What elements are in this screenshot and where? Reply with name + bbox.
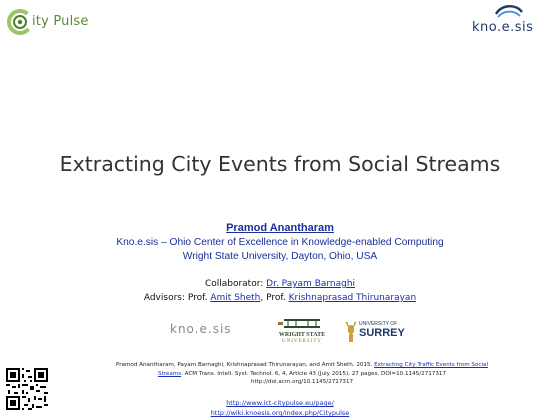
collaborator-label: Collaborator: <box>204 279 267 289</box>
knoesis-logo-text: kno.e.sis <box>472 20 534 35</box>
paper-link[interactable]: Extracting City Traffic Events from Social Streams <box>157 362 489 377</box>
advisors-separator: , Prof. <box>260 293 289 303</box>
knoesis-swirl-icon <box>494 4 524 20</box>
surrey-university-of-text: UNIVERSITY OF <box>359 321 398 327</box>
surrey-logo <box>343 318 413 346</box>
citypulse-page-link[interactable]: http://www.ict-citypulse.eu/page/ <box>226 399 334 407</box>
wright-state-text: WRIGHT STATE <box>278 332 326 338</box>
advisors-line <box>0 293 560 303</box>
wright-flyer-icon <box>276 316 328 332</box>
citypulse-logo-text: ity Pulse <box>32 14 89 29</box>
collaborator-line <box>0 279 560 289</box>
affiliation-line-1: Kno.e.sis – Ohio Center of Excellence in Knowledge-enabled Computing <box>116 237 444 248</box>
citation-text <box>112 361 492 387</box>
knoesis-bottom-logo: kno.e.sis <box>170 322 232 336</box>
wright-state-university-text: UNIVERSITY <box>282 339 322 344</box>
citation-suffix: . ACM Trans. Intell. Syst. Technol. 6, 4, Article 43 (July 2015), 27 pages. DOI=10.1145/2717317 <box>181 370 447 377</box>
surrey-stag-icon <box>343 320 359 344</box>
wiki-url-line <box>0 409 560 417</box>
citypulse-logo <box>4 6 94 40</box>
slide-title: Extracting City Events from Social Streams <box>59 152 501 176</box>
citypulse-url-line <box>0 399 560 407</box>
author-name[interactable]: Pramod Anantharam <box>226 222 334 234</box>
wright-state-logo <box>276 316 328 348</box>
wiki-page-link[interactable]: http://wiki.knoesis.org/index.php/Citypulse <box>210 409 350 417</box>
advisor-thirunarayan-link[interactable]: Krishnaprasad Thirunarayan <box>288 293 417 303</box>
advisor-sheth-link[interactable]: Amit Sheth <box>210 293 261 303</box>
doi-url[interactable]: http://doi.acm.org/10.1145/2717317 <box>250 379 354 386</box>
knoesis-logo <box>472 4 554 38</box>
advisors-label: Advisors: Prof. <box>143 293 211 303</box>
citypulse-c-icon <box>6 8 34 36</box>
collaborator-link[interactable]: Dr. Payam Barnaghi <box>266 279 356 289</box>
affiliation-line-2: Wright State University, Dayton, Ohio, USA <box>182 251 378 262</box>
citation-prefix: Pramod Anantharam, Payam Barnaghi, Krishnaprasad Thirunarayan, and Amit Sheth. 2015. <box>115 362 375 368</box>
surrey-text: SURREY <box>359 327 405 339</box>
